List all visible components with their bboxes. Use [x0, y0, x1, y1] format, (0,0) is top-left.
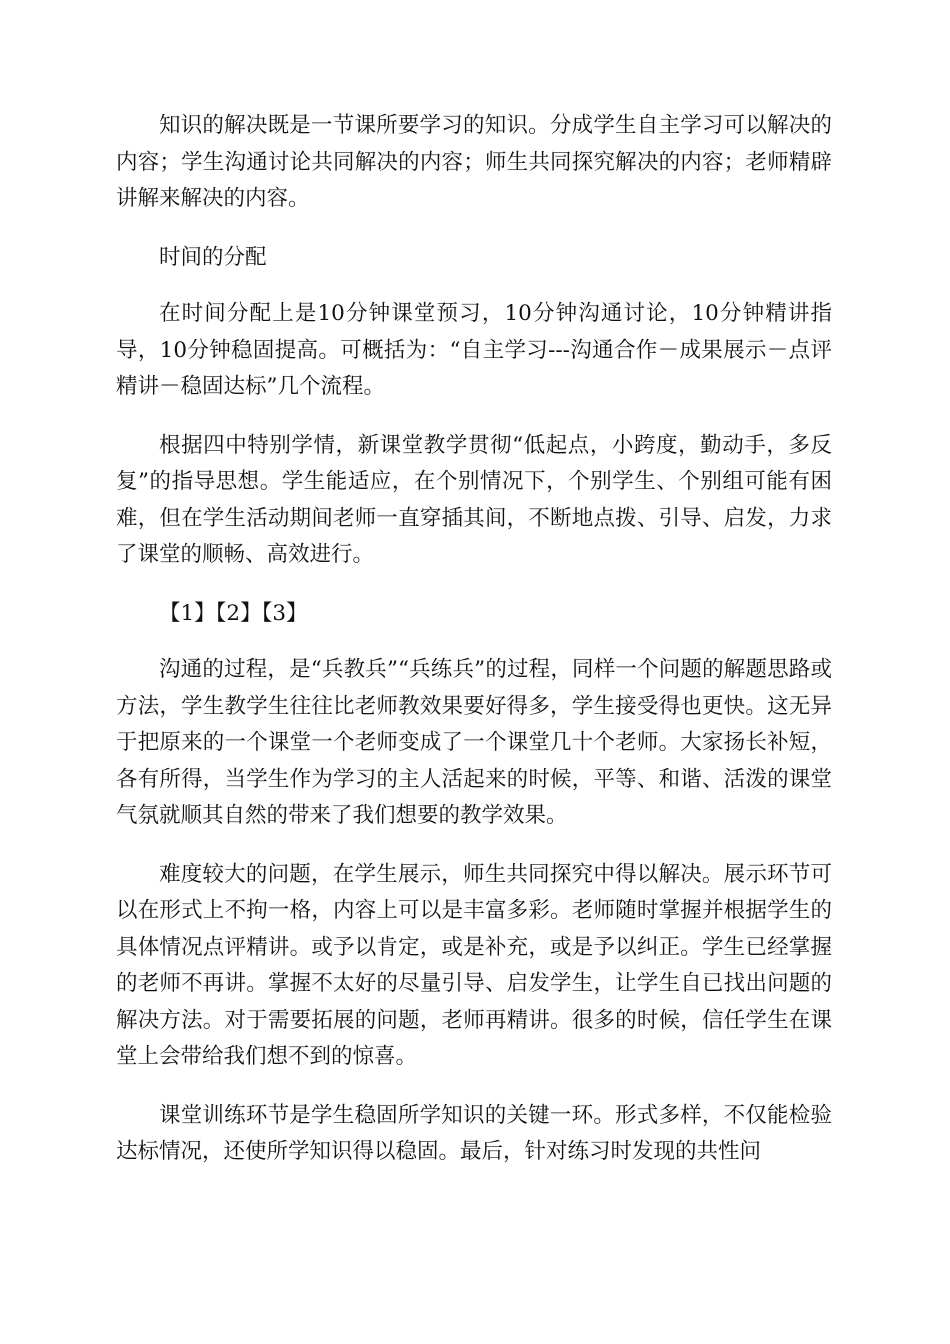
document-body — [116, 108, 832, 1193]
paragraph-page-links: 【1】【2】【3】 — [159, 600, 308, 626]
paragraph-difficult-problems: 难度较大的问题，在学生展示，师生共同探究中得以解决。展示环节可以在形式上不拘一格，内容上可以是丰富多彩。老师随时掌握并根据学生的具体情况点评精讲。或予以肯定，或是补充，或是予以纠正。学生已经掌握的老师不再讲。掌握不太好的尽量引导、启发学生，让学生自已找出问题的解决方法。对于需要拓展的问题，老师再精讲。很多的时候，信任学生在课堂上会带给我们想不到的惊喜。 — [116, 861, 832, 1069]
paragraph-teaching-philosophy: 根据四中特别学情，新课堂教学贯彻“低起点，小跨度，勤动手，多反复”的指导思想。学生能适应，在个别情况下，个别学生、个别组可能有困难，但在学生活动期间老师一直穿插其间，不断地点拨、引导、启发，力求了课堂的顺畅、高效进行。 — [116, 432, 832, 567]
paragraph-time-allocation: 在时间分配上是10分钟课堂预习，10分钟沟通讨论，10分钟精讲指导，10分钟稳固提高。可概括为：“自主学习---沟通合作－成果展示－点评精讲－稳固达标”几个流程。 — [116, 301, 832, 399]
paragraph-classroom-training: 课堂训练环节是学生稳固所学知识的关键一环。形式多样，不仅能检验达标情况，还使所学知识得以稳固。最后，针对练习时发现的共性问 — [116, 1102, 832, 1164]
paragraph-time-allocation-heading: 时间的分配 — [159, 244, 267, 270]
paragraph-communication-process: 沟通的过程，是“兵教兵”“兵练兵”的过程，同样一个问题的解题思路或方法，学生教学生往往比老师教效果要好得多，学生接受得也更快。这无异于把原来的一个课堂一个老师变成了一个课堂几十个老师。大家扬长补短，各有所得，当学生作为学习的主人活起来的时候，平等、和谐、活泼的课堂气氛就顺其自然的带来了我们想要的教学效果。 — [116, 657, 832, 828]
paragraph-knowledge-resolution: 知识的解决既是一节课所要学习的知识。分成学生自主学习可以解决的内容；学生沟通讨论共同解决的内容；师生共同探究解决的内容；老师精辟讲解来解决的内容。 — [116, 113, 832, 211]
